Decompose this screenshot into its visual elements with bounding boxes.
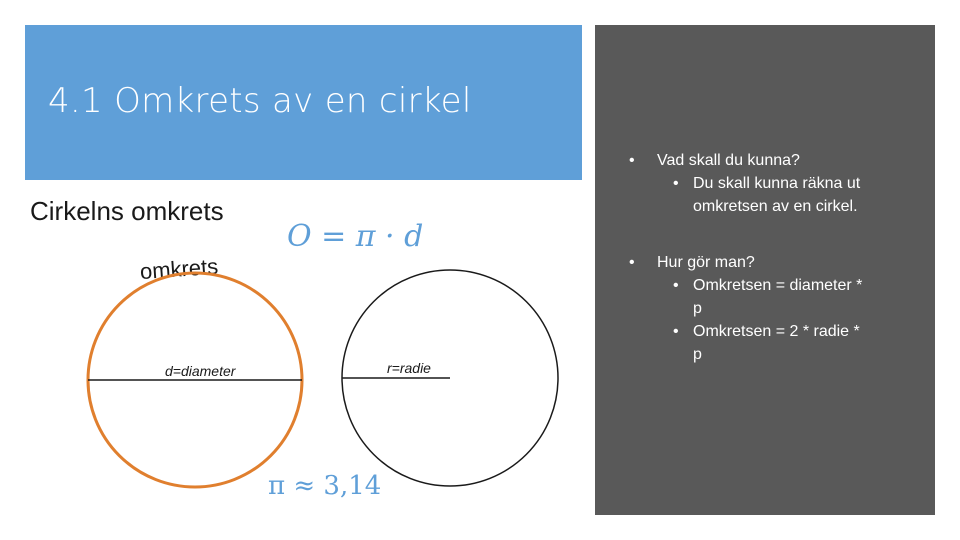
diameter-label: d=diameter <box>165 363 236 379</box>
bullet-icon: • <box>673 175 679 192</box>
bullet-icon: • <box>629 152 635 169</box>
answer-line: p <box>693 300 702 317</box>
bullet-icon: • <box>673 323 679 340</box>
figure-heading: Cirkelns omkrets <box>30 196 224 226</box>
list-item <box>623 172 923 195</box>
list-item-continued <box>623 195 923 218</box>
radius-label: r=radie <box>387 360 431 376</box>
question-how: Hur gör man? <box>657 254 755 271</box>
list-item <box>623 320 923 343</box>
list-item <box>623 251 923 274</box>
list-item-continued <box>623 343 923 366</box>
circumference-label: omkrets <box>139 253 219 285</box>
question-what: Vad skall du kunna? <box>657 152 800 169</box>
list-item-continued <box>623 297 923 320</box>
answer-line: p <box>693 346 702 363</box>
pi-approximation: π ≈ 3,14 <box>268 471 382 501</box>
side-panel <box>595 25 935 515</box>
circle-figure-svg <box>25 182 585 512</box>
answer-line: Omkretsen = diameter * <box>693 277 863 294</box>
bullet-icon: • <box>629 254 635 271</box>
formula-text: O = π · d <box>287 219 424 254</box>
answer-line: Omkretsen = 2 * radie * <box>693 323 860 340</box>
list-item <box>623 149 923 172</box>
bullet-list <box>623 149 923 366</box>
slide-title: 4.1 Omkrets av en cirkel <box>48 81 472 121</box>
answer-line: Du skall kunna räkna ut <box>693 175 861 192</box>
answer-line: omkretsen av en cirkel. <box>693 198 858 215</box>
list-item <box>623 274 923 297</box>
circle-figure <box>25 182 585 512</box>
bullet-icon: • <box>673 277 679 294</box>
title-band <box>25 25 582 180</box>
